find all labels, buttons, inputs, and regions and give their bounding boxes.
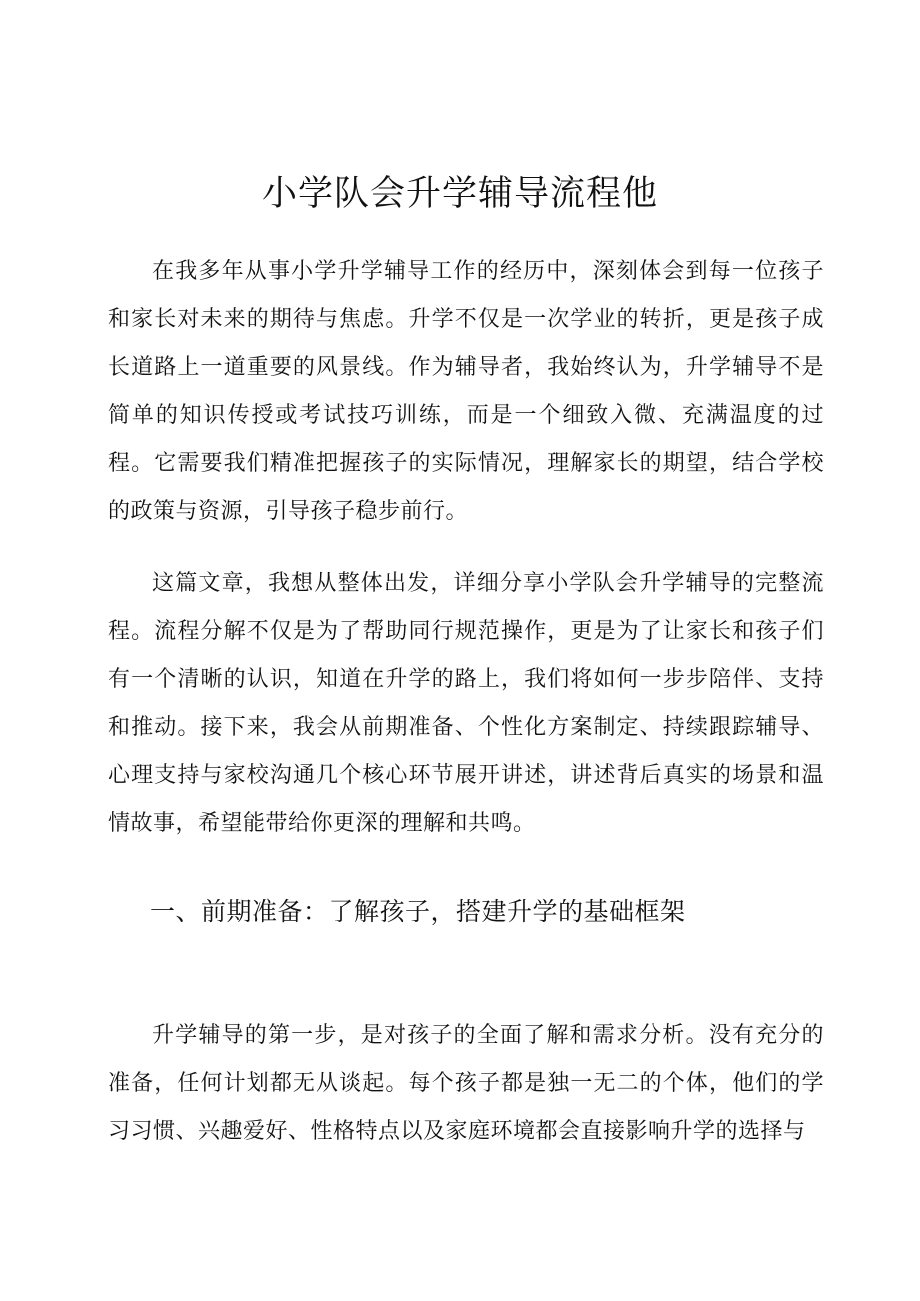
intro-paragraph-1: 在我多年从事小学升学辅导工作的经历中，深刻体会到每一位孩子和家长对未来的期待与焦虑。升学不仅是一次学业的转折，更是孩子成长道路上一道重要的风景线。作为辅导者，我始终认为，升学辅导不是简单的知识传授或考试技巧训练，而是一个细致入微、充满温度的过程。它需要我们精准把握孩子的实际情况，理解家长的期望，结合学校的政策与资源，引导孩子稳步前行。 — [108, 259, 824, 524]
section-1-paragraph: 升学辅导的第一步，是对孩子的全面了解和需求分析。没有充分的准备，任何计划都无从谈起。每个孩子都是独一无二的个体，他们的学习习惯、兴趣爱好、性格特点以及家庭环境都会直接影响升学的选择与 — [108, 1023, 824, 1144]
section-heading-1: 一、前期准备：了解孩子，搭建升学的基础框架 — [150, 897, 686, 926]
document-title: 小学队会升学辅导流程他 — [261, 174, 658, 214]
intro-paragraph-2: 这篇文章，我想从整体出发，详细分享小学队会升学辅导的完整流程。流程分解不仅是为了帮助同行规范操作，更是为了让家长和孩子们有一个清晰的认识，知道在升学的路上，我们将如何一步步陪伴、支持和推动。接下来，我会从前期准备、个性化方案制定、持续跟踪辅导、心理支持与家校沟通几个核心环节展开讲述，讲述背后真实的场景和温情故事，希望能带给你更深的理解和共鸣。 — [108, 571, 824, 836]
